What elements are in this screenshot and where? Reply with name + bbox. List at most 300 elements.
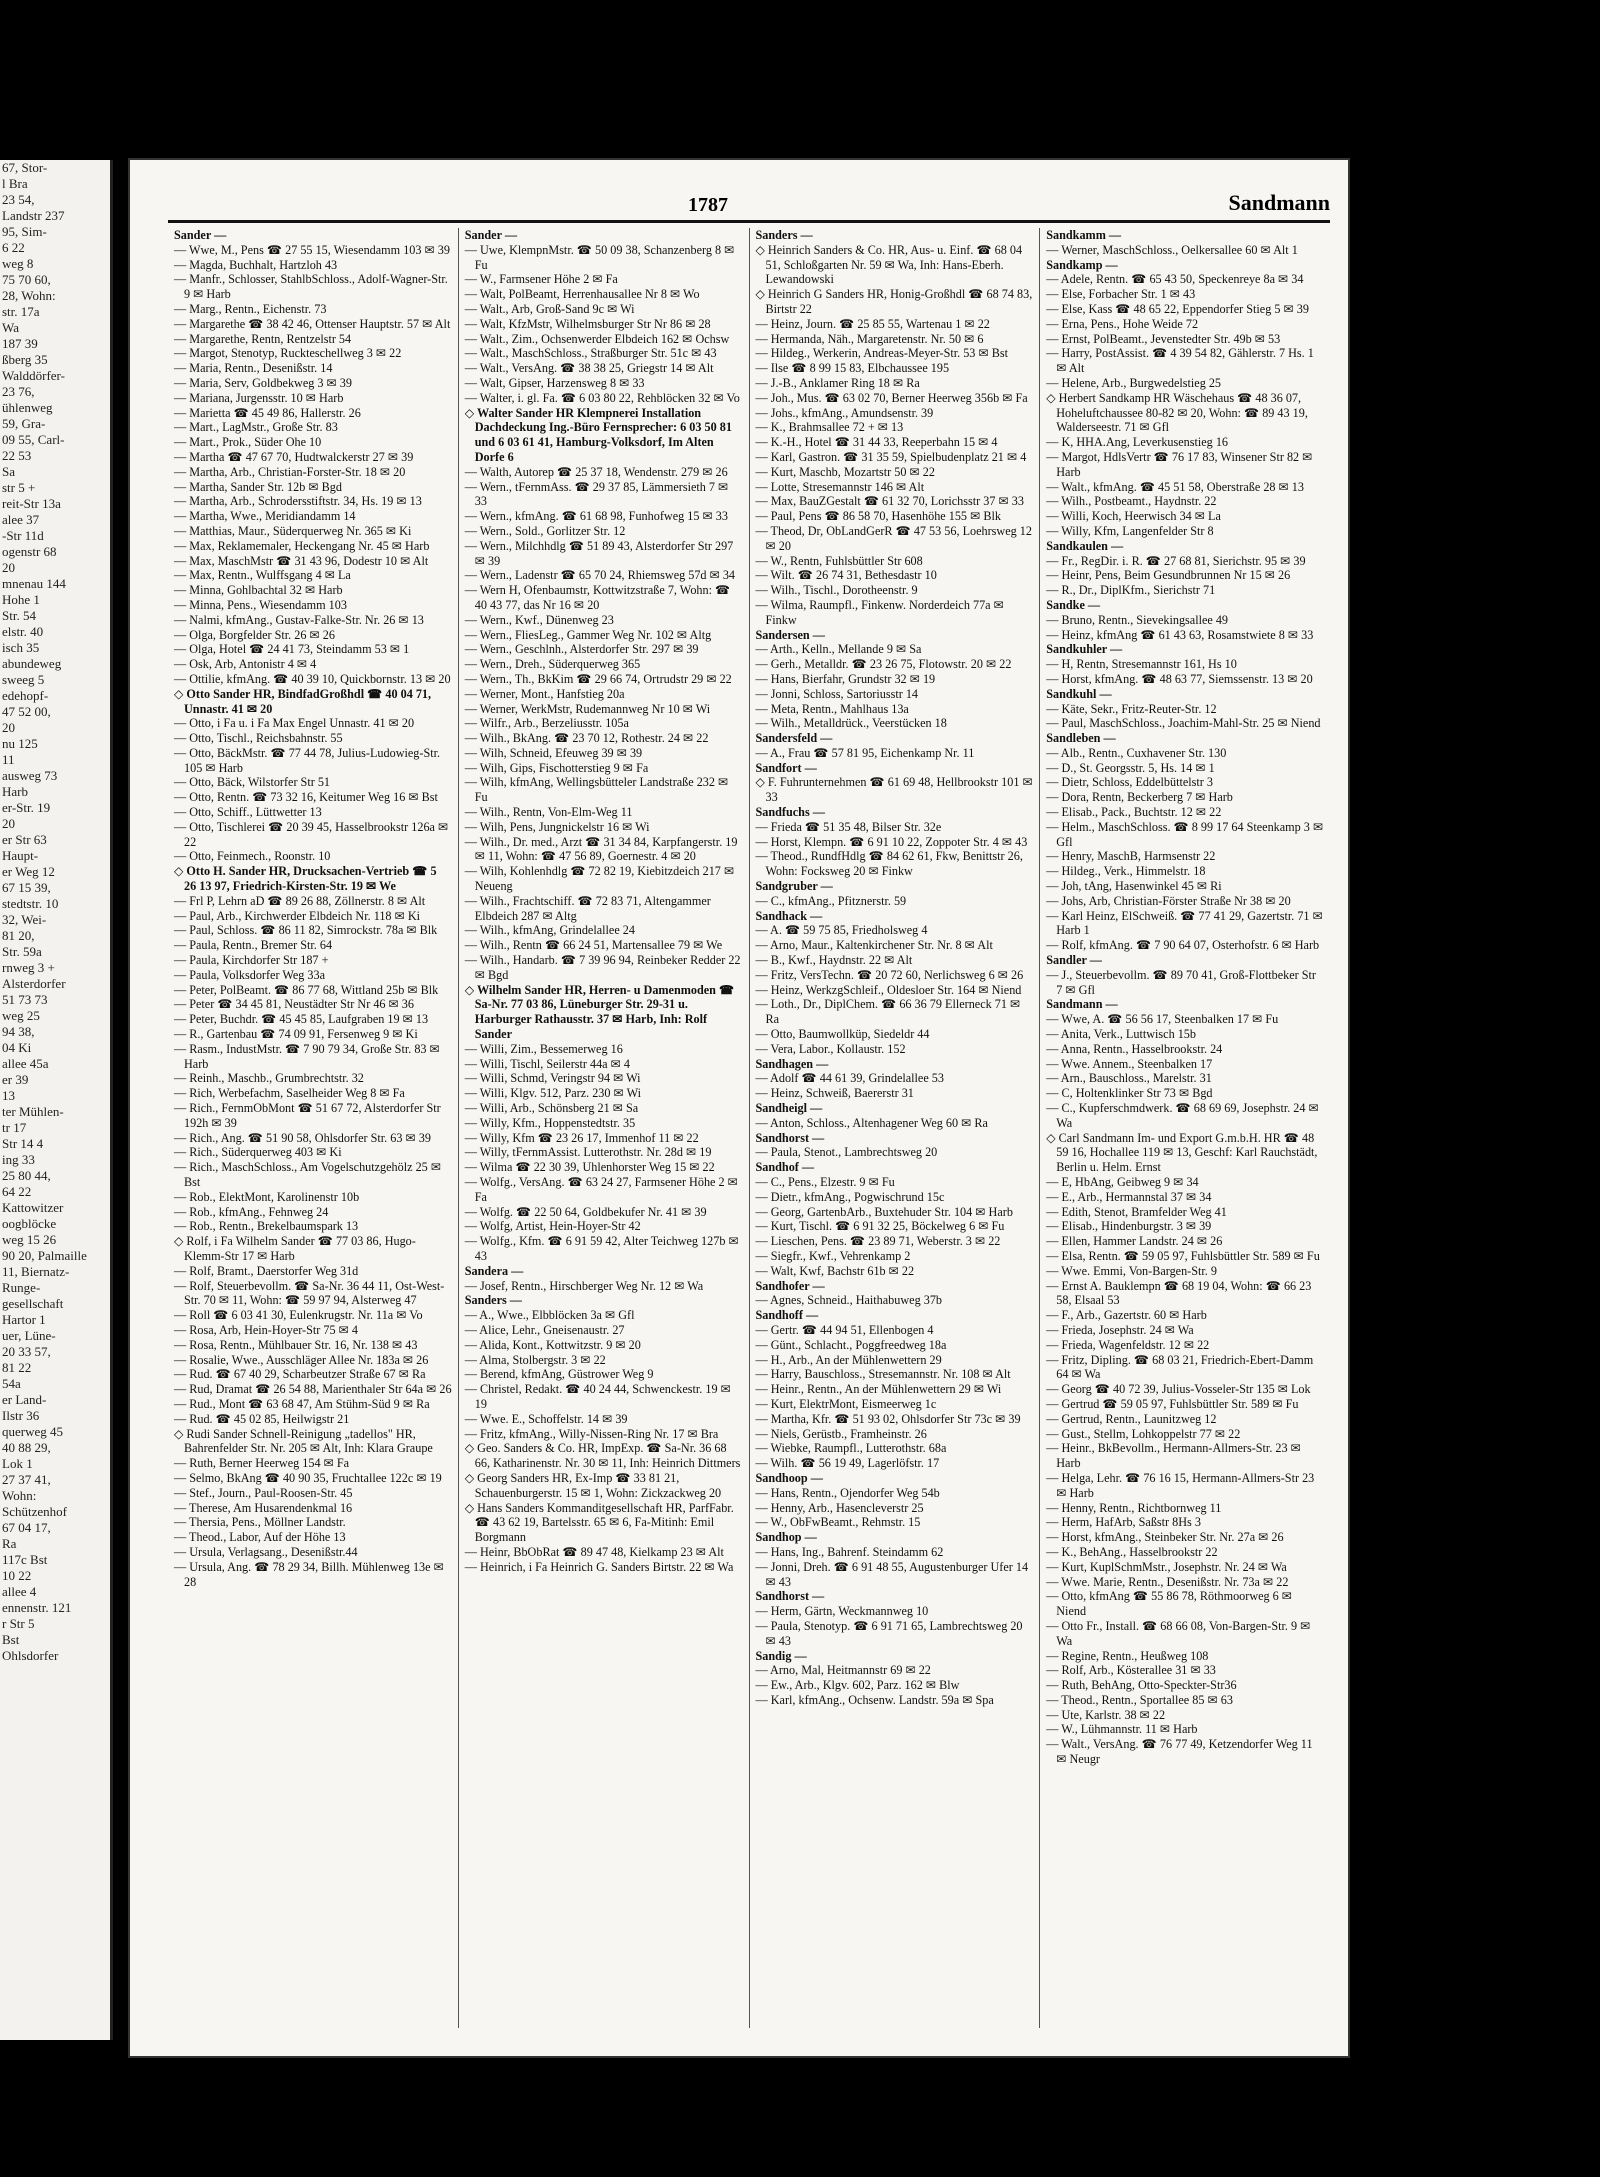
- directory-entry: — Heinr, Pens, Beim Gesundbrunnen Nr 15 ✉ 26: [1046, 568, 1291, 583]
- directory-entry: — Margot, HdlsVertr ☎ 76 17 83, Winsener Str 82 ✉ Harb: [1046, 449, 1313, 479]
- directory-entry: — Johs., kfmAng., Amundsenstr. 39: [755, 405, 934, 420]
- previous-page-fragment: ogenstr 68: [2, 544, 57, 559]
- previous-page-edge: [0, 160, 113, 2040]
- directory-entry: — Wiebke, Raumpfl., Lutterothstr. 68a: [755, 1441, 947, 1456]
- directory-entry: — Wilma ☎ 22 30 39, Uhlenhorster Weg 15 ✉ 22: [464, 1160, 715, 1175]
- directory-entry: — Christel, Redakt. ☎ 40 24 44, Schwenckestr. 19 ✉ 19: [464, 1382, 731, 1411]
- directory-entry: — Rud. ☎ 45 02 85, Heilwigstr 21: [174, 1411, 350, 1426]
- directory-entry: — Rob., Rentn., Brekelbaumspark 13: [174, 1219, 359, 1234]
- directory-entry: — Paul, Pens ☎ 86 58 70, Hasenhöhe 155 ✉ Blk: [755, 509, 1001, 524]
- directory-entry: — Rich, Werbefachm, Saselheider Weg 8 ✉ Fa: [174, 1086, 405, 1101]
- previous-page-fragment: stedtstr. 10: [2, 896, 59, 911]
- directory-entry: — R., Dr., DiplKfm., Sierichstr 71: [1046, 583, 1216, 598]
- directory-entry: — C., Kupferschmdwerk. ☎ 68 69 69, Josephstr. 24 ✉ Wa: [1046, 1101, 1319, 1130]
- directory-entry: — Anton, Schloss., Altenhagener Weg 60 ✉ Ra: [755, 1115, 988, 1130]
- directory-page: [128, 158, 1350, 2058]
- directory-entry: — Margot, Stenotyp, Ruckteschellweg 3 ✉ 22: [174, 346, 402, 361]
- previous-page-fragment: edehopf-: [2, 688, 49, 703]
- directory-entry: — Herm, Gärtn, Weckmannweg 10: [755, 1604, 929, 1619]
- directory-entry: — Helm., MaschSchloss. ☎ 8 99 17 64 Steenkamp 3 ✉ Gfl: [1046, 819, 1324, 849]
- directory-entry: — Lotte, Stresemannstr 146 ✉ Alt: [755, 479, 925, 494]
- directory-entry: — Regine, Rentn., Heußweg 108: [1046, 1648, 1209, 1663]
- directory-entry: — Arno, Maur., Kaltenkirchener Str. Nr. 8 ✉ Alt: [755, 938, 993, 953]
- previous-page-fragment: er-Str. 19: [2, 800, 51, 815]
- directory-entry: — Siegfr., Kwf., Vehrenkamp 2: [755, 1248, 911, 1263]
- directory-entry: — Heinz, WerkzgSchleif., Oldesloer Str. 164 ✉ Niend: [755, 982, 1022, 997]
- directory-entry: — Rich., FernmObMont ☎ 51 67 72, Alsterdorfer Str 192h ✉ 39: [174, 1101, 441, 1130]
- previous-page-fragment: -Str 11d: [2, 528, 44, 543]
- directory-entry: — Elisab., Hindenburgstr. 3 ✉ 39: [1046, 1219, 1212, 1234]
- previous-page-fragment: 40 88 29,: [2, 1440, 51, 1455]
- surname-heading: Sandhorst —: [755, 1130, 825, 1145]
- directory-entry: — Ute, Karlstr. 38 ✉ 22: [1046, 1707, 1166, 1722]
- previous-page-fragment: 81 20,: [2, 928, 35, 943]
- previous-page-fragment: 28, Wohn:: [2, 288, 56, 303]
- directory-entry: — Lieschen, Pens. ☎ 23 89 71, Weberstr. 3 ✉ 22: [755, 1234, 1001, 1249]
- directory-entry: — Wwe, M., Pens ☎ 27 55 15, Wiesendamm 103 ✉ 39: [174, 242, 450, 257]
- surname-heading: Sandleben —: [1046, 731, 1116, 746]
- previous-page-fragment: reit-Str 13a: [2, 496, 61, 511]
- directory-entry: — E, HbAng, Geibweg 9 ✉ 34: [1046, 1175, 1199, 1189]
- previous-page-fragment: Ra: [2, 1536, 17, 1551]
- directory-entry: ◇ Georg Sanders HR, Ex-Imp ☎ 33 81 21, Schauenburgerstr. 15 ✉ 1, Wohn: Zickzackweg 20: [464, 1470, 722, 1500]
- directory-entry: — Walt., VersAng. ☎ 38 38 25, Griegstr 14 ✉ Alt: [464, 361, 714, 376]
- directory-entry: — Wilh. ☎ 56 19 49, Lagerlöfstr. 17: [755, 1456, 940, 1471]
- directory-entry: ◇ Hans Sanders Kommanditgesellschaft HR, ParfFabr. ☎ 43 62 19, Bartelsstr. 65 ✉ 6, Fa-Mitinh: Emil Borgmann: [464, 1500, 734, 1545]
- directory-entry: — Willi, Klgv. 512, Parz. 230 ✉ Wi: [464, 1086, 641, 1101]
- directory-entry: — Anita, Verk., Luttwisch 15b: [1046, 1027, 1196, 1042]
- surname-heading: Sandkuhler —: [1046, 642, 1123, 657]
- directory-entry: — Kurt, Maschb, Mozartstr 50 ✉ 22: [755, 464, 935, 479]
- surname-heading: Sandig —: [755, 1648, 807, 1663]
- previous-page-fragment: er 39: [2, 1072, 29, 1087]
- directory-entry: — Ottilie, kfmAng. ☎ 40 39 10, Quickbornstr. 13 ✉ 20: [174, 671, 451, 686]
- surname-heading: Sandkamp —: [1046, 257, 1118, 272]
- directory-entry: — Hans, Rentn., Ojendorfer Weg 54b: [755, 1485, 940, 1500]
- surname-heading: Sandhofer —: [755, 1278, 825, 1293]
- previous-page-fragment: 75 70 60,: [2, 272, 51, 287]
- previous-page-fragment: 23 54,: [2, 192, 35, 207]
- directory-entry: — Rich., Ang. ☎ 51 90 58, Ohlsdorfer Str. 63 ✉ 39: [174, 1130, 431, 1145]
- previous-page-fragment: Str. 59a: [2, 944, 42, 959]
- directory-entry: — Willy, Kfm, Langenfelder Str 8: [1046, 523, 1214, 538]
- previous-page-fragment: ter Mühlen-: [2, 1104, 64, 1119]
- previous-page-fragment: 47 52 00,: [2, 704, 51, 719]
- previous-page-fragment: ing 33: [2, 1152, 35, 1167]
- directory-entry: — Wilh, Schneid, Efeuweg 39 ✉ 39: [464, 745, 643, 760]
- directory-entry: — Rich., Süderquerweg 403 ✉ Ki: [174, 1145, 342, 1160]
- previous-page-fragment: str 5 +: [2, 480, 36, 495]
- previous-page-fragment: Harb: [2, 784, 28, 799]
- directory-entry: — Martha, Arb., Schrodersstiftstr. 34, Hs. 19 ✉ 13: [174, 494, 422, 509]
- directory-entry: — Rosa, Arb, Hein-Hoyer-Str 75 ✉ 4: [174, 1322, 358, 1337]
- previous-page-fragment: weg 25: [2, 1008, 40, 1023]
- directory-entry: — Otto, Baumwollküp, Siedeldr 44: [755, 1027, 930, 1042]
- directory-entry: — Werner, MaschSchloss., Oelkersallee 60 ✉ Alt 1: [1046, 242, 1298, 257]
- directory-entry: — Joh, tAng, Hasenwinkel 45 ✉ Ri: [1046, 879, 1222, 894]
- directory-entry: — Loth., Dr., DiplChem. ☎ 66 36 79 Ellerneck 71 ✉ Ra: [755, 997, 1021, 1027]
- previous-page-fragment: alee 37: [2, 512, 40, 527]
- previous-page-fragment: 20 33 57,: [2, 1344, 51, 1359]
- directory-entry: — Wilh, Gips, Fischotterstieg 9 ✉ Fa: [464, 760, 649, 775]
- directory-entry: — Wern H, Ofenbaumstr, Kottwitzstraße 7, Wohn: ☎ 40 43 77, das Nr 16 ✉ 20: [464, 583, 731, 612]
- directory-entry: — Wolfg., Kfm. ☎ 6 91 59 42, Alter Teichweg 127b ✉ 43: [464, 1234, 739, 1263]
- directory-entry: — Wern., tFernmAss. ☎ 29 37 85, Lämmersieth 7 ✉ 33: [464, 479, 729, 509]
- entry-columns: [168, 228, 1330, 2028]
- directory-entry: — Martha, Arb., Christian-Forster-Str. 18 ✉ 20: [174, 464, 406, 479]
- directory-entry: — Fr., RegDir. i. R. ☎ 27 68 81, Sierichstr. 95 ✉ 39: [1046, 553, 1306, 568]
- directory-entry: — Willi, Tischl, Seilerstr 44a ✉ 4: [464, 1056, 630, 1071]
- directory-entry: — Willy, tFernmAssist. Lutterothstr. Nr. 28d ✉ 19: [464, 1145, 712, 1160]
- directory-entry: — Dora, Rentn, Beckerberg 7 ✉ Harb: [1046, 790, 1233, 805]
- surname-heading: Sandkuhl —: [1046, 686, 1112, 701]
- surname-heading: Sandersfeld —: [755, 731, 833, 746]
- previous-page-fragment: Lok 1: [2, 1456, 33, 1471]
- previous-page-fragment: er Land-: [2, 1392, 47, 1407]
- directory-entry: — Karl, Gastron. ☎ 31 35 59, Spielbudenplatz 21 ✉ 4: [755, 449, 1027, 464]
- previous-page-fragment: Landstr 237: [2, 208, 65, 223]
- directory-entry: — Arn., Bauschloss., Marelstr. 31: [1046, 1071, 1212, 1086]
- directory-entry: — Otto, Tischl., Reichsbahnstr. 55: [174, 731, 343, 746]
- directory-entry: — Peter, PolBeamt. ☎ 86 77 68, Wittland 25b ✉ Blk: [174, 982, 439, 997]
- directory-entry: — C., Pens., Elzestr. 9 ✉ Fu: [755, 1175, 895, 1189]
- directory-entry: — Paula, Stenotyp. ☎ 6 91 71 65, Lambrechtsweg 20 ✉ 43: [755, 1618, 1023, 1648]
- directory-entry: — Wwe. Emmi, Von-Bargen-Str. 9: [1046, 1263, 1217, 1278]
- directory-entry: — Martha ☎ 47 67 70, Hudtwalckerstr 27 ✉ 39: [174, 449, 414, 464]
- directory-entry: — Olga, Hotel ☎ 24 41 73, Steindamm 53 ✉ 1: [174, 642, 410, 657]
- surname-heading: Sandgruber —: [755, 879, 833, 894]
- directory-entry: — R., Gartenbau ☎ 74 09 91, Fersenweg 9 ✉ Ki: [174, 1027, 418, 1042]
- previous-page-fragment: Hohe 1: [2, 592, 40, 607]
- directory-entry: — J., Steuerbevollm. ☎ 89 70 41, Groß-Flottbeker Str 7 ✉ Gfl: [1046, 967, 1316, 997]
- directory-entry: — Max, BauZGestalt ☎ 61 32 70, Lorichsstr 37 ✉ 33: [755, 494, 1024, 509]
- surname-heading: Sander —: [464, 228, 518, 242]
- directory-entry: — Wwe, A. ☎ 56 56 17, Steenbalken 17 ✉ Fu: [1046, 1012, 1279, 1027]
- directory-entry: — Wilh., Handarb. ☎ 7 39 96 94, Reinbeker Redder 22 ✉ Bgd: [464, 953, 741, 982]
- directory-entry: — Hans, Ing., Bahrenf. Steindamm 62: [755, 1544, 944, 1559]
- directory-entry: — Peter ☎ 34 45 81, Neustädter Str Nr 46 ✉ 36: [174, 997, 414, 1012]
- directory-entry: — H, Rentn, Stresemannstr 161, Hs 10: [1046, 657, 1237, 672]
- previous-page-fragment: Walddörfer-: [2, 368, 65, 383]
- directory-entry: — Marg., Rentn., Eichenstr. 73: [174, 301, 327, 316]
- directory-entry: — Wilt. ☎ 26 74 31, Bethesdastr 10: [755, 568, 937, 583]
- surname-heading: Sanders —: [464, 1293, 522, 1308]
- directory-entry: — Matthias, Maur., Süderquerweg Nr. 365 ✉ Ki: [174, 523, 412, 538]
- directory-entry: — B., Kwf., Haydnstr. 22 ✉ Alt: [755, 953, 913, 968]
- directory-entry: — Otto, Feinmech., Roonstr. 10: [174, 849, 331, 864]
- previous-page-fragment: str. 17a: [2, 304, 40, 319]
- directory-entry: — K, HHA.Ang, Leverkusenstieg 16: [1046, 435, 1229, 450]
- previous-page-fragment: Alsterdorfer: [2, 976, 66, 991]
- directory-entry: — Alma, Stolbergstr. 3 ✉ 22: [464, 1352, 606, 1367]
- directory-entry: ◇ Wilhelm Sander HR, Herren- u Damenmoden ☎ Sa-Nr. 77 03 86, Lüneburger Str. 29-31 u. Harburger Rathausstr. 37 ✉ Harb, Inh: Rolf Sander: [464, 982, 735, 1042]
- previous-page-fragment: 94 38,: [2, 1024, 35, 1039]
- directory-entry: — Wilh, kfmAng, Wellingsbütteler Landstraße 232 ✉ Fu: [464, 775, 729, 805]
- directory-entry: — Horst, Klempn. ☎ 6 91 10 22, Zoppoter Str. 4 ✉ 43: [755, 834, 1028, 849]
- directory-entry: — Herm, HafArb, Saßstr 8Hs 3: [1046, 1515, 1201, 1530]
- directory-entry: — Walt, KfzMstr, Wilhelmsburger Str Nr 86 ✉ 28: [464, 316, 711, 331]
- previous-page-fragment: weg 8: [2, 256, 34, 271]
- directory-entry: — Roll ☎ 6 03 41 30, Eulenkrugstr. Nr. 11a ✉ Vo: [174, 1308, 423, 1323]
- previous-page-fragment: 59, Gra-: [2, 416, 46, 431]
- previous-page-fragment: elstr. 40: [2, 624, 44, 639]
- directory-entry: — Paul, Arb., Kirchwerder Elbdeich Nr. 118 ✉ Ki: [174, 908, 421, 923]
- previous-page-fragment: Sa: [2, 464, 15, 479]
- directory-entry: — Margarethe, Rentn, Rentzelstr 54: [174, 331, 352, 346]
- previous-page-fragment: Ilstr 36: [2, 1408, 40, 1423]
- surname-heading: Sandhagen —: [755, 1056, 829, 1071]
- previous-page-fragment: 95, Sim-: [2, 224, 47, 239]
- previous-page-fragment: 11, Biernatz-: [2, 1264, 70, 1279]
- previous-page-fragment: querweg 45: [2, 1424, 64, 1439]
- previous-page-fragment: 20: [2, 560, 15, 575]
- directory-entry: — Mart., LagMstr., Große Str. 83: [174, 420, 338, 435]
- previous-page-fragment: Kattowitzer: [2, 1200, 64, 1215]
- directory-entry: ◇ Herbert Sandkamp HR Wäschehaus ☎ 48 36 07, Hoheluftchaussee 80-82 ✉ 20, Wohn: ☎ 89 43 19, Walderseestr. 71 ✉ Gfl: [1046, 390, 1308, 435]
- directory-entry: — Niels, Gerüstb., Framheinstr. 26: [755, 1426, 927, 1441]
- directory-entry: — Ew., Arb., Klgv. 602, Parz. 162 ✉ Blw: [755, 1678, 960, 1693]
- directory-entry: — C, Holtenklinker Str 73 ✉ Bgd: [1046, 1086, 1213, 1101]
- directory-entry: ◇ Heinrich Sanders & Co. HR, Aus- u. Einf. ☎ 68 04 51, Schloßgarten Nr. 59 ✉ Wa, Inh: Hans-Eberh. Lewandowski: [755, 242, 1023, 287]
- directory-entry: — Wilh., kfmAng, Grindelallee 24: [464, 923, 635, 938]
- directory-entry: — Walt, Kwf, Bachstr 61b ✉ 22: [755, 1263, 915, 1278]
- directory-entry: — Vera, Labor., Kollaustr. 152: [755, 1041, 906, 1056]
- directory-entry: — Rolf, Bramt., Daerstorfer Weg 31d: [174, 1263, 359, 1278]
- surname-heading: Sandera —: [464, 1263, 524, 1278]
- directory-entry: — Wilh., Metalldrück., Veerstücken 18: [755, 716, 947, 731]
- directory-entry: — Hans, Bierfahr, Grundstr 32 ✉ 19: [755, 671, 936, 686]
- directory-entry: — Max, Reklamemaler, Heckengang Nr. 45 ✉ Harb: [174, 538, 430, 553]
- directory-entry: — Otto, Rentn. ☎ 73 32 16, Keitumer Weg 16 ✉ Bst: [174, 790, 438, 805]
- previous-page-fragment: r Str 5: [2, 1616, 35, 1631]
- directory-entry: — Kurt, Tischl. ☎ 6 91 32 25, Böckelweg 6 ✉ Fu: [755, 1219, 1005, 1234]
- running-head: Sandmann: [1228, 190, 1330, 215]
- directory-entry: — Jonni, Dreh. ☎ 6 91 48 55, Augustenburger Ufer 14 ✉ 43: [755, 1559, 1029, 1589]
- directory-entry: — Willy, Kfm., Hoppenstedtstr. 35: [464, 1115, 636, 1130]
- directory-entry: — Theod., Labor, Auf der Höhe 13: [174, 1530, 346, 1545]
- previous-page-fragment: tr 17: [2, 1120, 27, 1135]
- directory-entry: — Minna, Gohlbachtal 32 ✉ Harb: [174, 583, 343, 598]
- directory-entry: — Ilse ☎ 8 99 15 83, Elbchaussee 195: [755, 361, 950, 376]
- surname-heading: Sandfuchs —: [755, 805, 825, 820]
- directory-entry: — Gertrud ☎ 59 05 97, Fuhlsbüttler Str. 589 ✉ Fu: [1046, 1396, 1299, 1411]
- directory-entry: — Wern., Dreh., Süderquerweg 365: [464, 657, 641, 672]
- directory-entry: — Ruth, Berner Heerweg 154 ✉ Fa: [174, 1456, 350, 1471]
- directory-entry: — Gust., Stellm, Lohkoppelstr 77 ✉ 22: [1046, 1426, 1241, 1441]
- directory-entry: — Martha, Sander Str. 12b ✉ Bgd: [174, 479, 342, 494]
- directory-entry: — Otto, kfmAng ☎ 55 86 78, Röthmoorweg 6 ✉ Niend: [1046, 1589, 1293, 1619]
- directory-entry: — Max, Rentn., Wulffsgang 4 ✉ La: [174, 568, 351, 583]
- previous-page-fragment: 23 76,: [2, 384, 35, 399]
- directory-entry: — Heinr., Rentn., An der Mühlenwettern 29 ✉ Wi: [755, 1382, 1002, 1397]
- directory-entry: — Willi, Koch, Heerwisch 34 ✉ La: [1046, 509, 1221, 524]
- directory-entry: ◇ Heinrich G Sanders HR, Honig-Großhdl ☎ 68 74 83, Birtstr 22: [755, 287, 1033, 316]
- previous-page-fragment: ennenstr. 121: [2, 1600, 72, 1615]
- directory-entry: — Dietr., kfmAng., Pogwischrund 15c: [755, 1189, 945, 1204]
- directory-entry: — Fritz, VersTechn. ☎ 20 72 60, Nerlichsweg 6 ✉ 26: [755, 967, 1024, 982]
- previous-page-fragment: ühlenweg: [2, 400, 53, 415]
- directory-entry: — Heinr, BbObRat ☎ 89 47 48, Kielkamp 23 ✉ Alt: [464, 1544, 724, 1559]
- directory-entry: — Mariana, Jurgensstr. 10 ✉ Harb: [174, 390, 344, 405]
- surname-heading: Sanders —: [755, 228, 813, 242]
- directory-entry: — Alice, Lehr., Gneisenaustr. 27: [464, 1322, 625, 1337]
- directory-entry: — A. ☎ 59 75 85, Friedholsweg 4: [755, 923, 928, 938]
- directory-entry: — Uwe, KlempnMstr. ☎ 50 09 38, Schanzenberg 8 ✉ Fu: [464, 242, 735, 272]
- surname-heading: Sandkamm —: [1046, 228, 1122, 242]
- previous-page-fragment: 25 80 44,: [2, 1168, 51, 1183]
- directory-entry: — W., Lühmannstr. 11 ✉ Harb: [1046, 1722, 1198, 1737]
- directory-entry: — Wwe. Marie, Rentn., Desenißstr. Nr. 73a ✉ 22: [1046, 1574, 1289, 1589]
- previous-page-fragment: Str 14 4: [2, 1136, 44, 1151]
- directory-entry: ◇ Otto H. Sander HR, Drucksachen-Vertrieb ☎ 5 26 13 97, Friedrich-Kirsten-Str. 19 ✉ We: [174, 864, 437, 894]
- directory-entry: — Magda, Buchhalt, Hartzloh 43: [174, 257, 338, 272]
- directory-entry: — Adolf ☎ 44 61 39, Grindelallee 53: [755, 1071, 944, 1086]
- directory-entry: — Rosa, Rentn., Mühlbauer Str. 16, Nr. 138 ✉ 43: [174, 1337, 418, 1352]
- directory-entry: — Kurt, ElektrMont, Eismeerweg 1c: [755, 1396, 937, 1411]
- directory-entry: — K., BehAng., Hasselbrookstr 22: [1046, 1544, 1218, 1559]
- directory-entry: — Otto, i Fa u. i Fa Max Engel Unnastr. 41 ✉ 20: [174, 716, 415, 731]
- previous-page-fragment: l Bra: [2, 176, 28, 191]
- directory-entry: — Berend, kfmAng, Güstrower Weg 9: [464, 1367, 654, 1382]
- directory-entry: — Gerh., Metalldr. ☎ 23 26 75, Flotowstr. 20 ✉ 22: [755, 657, 1012, 672]
- directory-entry: — Theod, Dr, ObLandGerR ☎ 47 53 56, Loehrsweg 12 ✉ 20: [755, 523, 1032, 553]
- previous-page-fragment: nu 125: [2, 736, 38, 751]
- directory-entry: ◇ Walter Sander HR Klempnerei Installation Dachdeckung Ing.-Büro Fernsprecher: 6 03 50 81 und 6 03 61 41, Hamburg-Volksdorf, Im Alten Dorfe 6: [464, 405, 732, 464]
- directory-entry: ◇ Carl Sandmann Im- und Export G.m.b.H. HR ☎ 48 59 16, Hochallee 119 ✉ 13, Geschf: Karl Rauchstädt, Berlin u. Helm. Ernst: [1046, 1130, 1318, 1175]
- directory-entry: — Otto, Schiff., Lüttwetter 13: [174, 805, 322, 820]
- directory-entry: — Otto, Bäck, Wilstorfer Str 51: [174, 775, 331, 790]
- previous-page-fragment: 90 20, Palmaille: [2, 1248, 87, 1263]
- column-2: [458, 228, 749, 2028]
- directory-entry: — W., Rentn, Fuhlsbüttler Str 608: [755, 553, 923, 568]
- directory-entry: — W., ObFwBeamt., Rehmstr. 15: [755, 1515, 921, 1530]
- directory-entry: — Stef., Journ., Paul-Roosen-Str. 45: [174, 1485, 353, 1500]
- directory-entry: — Paula, Stenot., Lambrechtsweg 20: [755, 1145, 938, 1160]
- directory-entry: — Frieda, Josephstr. 24 ✉ Wa: [1046, 1322, 1194, 1337]
- directory-entry: — Nalmi, kfmAng., Gustav-Falke-Str. Nr. 26 ✉ 13: [174, 612, 424, 627]
- directory-entry: — Wolfg. ☎ 22 50 64, Goldbekufer Nr. 41 ✉ 39: [464, 1204, 707, 1219]
- directory-entry: — Rud, Dramat ☎ 26 54 88, Marienthaler Str 64a ✉ 26: [174, 1382, 452, 1397]
- directory-entry: — Wilma, Raumpfl., Finkenw. Norderdeich 77a ✉ Finkw: [755, 597, 1004, 627]
- directory-entry: — Werner, WerkMstr, Rudemannweg Nr 10 ✉ Wi: [464, 701, 711, 716]
- directory-entry: — Edith, Stenot, Bramfelder Weg 41: [1046, 1204, 1227, 1219]
- surname-heading: Sandhorst —: [755, 1589, 825, 1604]
- directory-entry: — Gertrud, Rentn., Launitzweg 12: [1046, 1411, 1217, 1426]
- directory-entry: — Maria, Rentn., Desenißstr. 14: [174, 361, 333, 376]
- directory-entry: — Else, Kass ☎ 48 65 22, Eppendorfer Stieg 5 ✉ 39: [1046, 301, 1309, 316]
- previous-page-fragment: Bst: [2, 1632, 20, 1647]
- directory-entry: — Ellen, Hammer Landstr. 24 ✉ 26: [1046, 1234, 1223, 1249]
- directory-entry: — Wwe. Annem., Steenbalken 17: [1046, 1056, 1213, 1071]
- directory-entry: — Walt., Arb, Groß-Sand 9c ✉ Wi: [464, 301, 635, 316]
- directory-entry: ◇ Otto Sander HR, BindfadGroßhdl ☎ 40 04 71, Unnastr. 41 ✉ 20: [174, 686, 432, 716]
- surname-heading: Sandhoff —: [755, 1308, 819, 1323]
- previous-page-fragment: Wohn:: [2, 1488, 37, 1503]
- previous-page-fragment: Runge-: [2, 1280, 41, 1295]
- previous-page-fragment: 13: [2, 1088, 15, 1103]
- directory-entry: — Otto, BäckMstr. ☎ 77 44 78, Julius-Ludowieg-Str. 105 ✉ Harb: [174, 745, 441, 775]
- previous-page-fragment: Schützenhof: [2, 1504, 67, 1519]
- directory-entry: — Bruno, Rentn., Sievekingsallee 49: [1046, 612, 1229, 627]
- previous-page-fragment: 187 39: [2, 336, 38, 351]
- directory-entry: — K., Brahmsallee 72 + ✉ 13: [755, 420, 904, 435]
- surname-heading: Sandler —: [1046, 953, 1102, 968]
- directory-entry: — Wilh., Frachtschiff. ☎ 72 83 71, Altengammer Elbdeich 287 ✉ Altg: [464, 893, 711, 923]
- directory-entry: — Helga, Lehr. ☎ 76 16 15, Hermann-Allmers-Str 23 ✉ Harb: [1046, 1470, 1315, 1500]
- directory-entry: — Johs, Arb, Christian-Förster Straße Nr 38 ✉ 20: [1046, 893, 1291, 908]
- previous-page-fragment: abundeweg: [2, 656, 62, 671]
- directory-entry: — Heinrich, i Fa Heinrich G. Sanders Birtstr. 22 ✉ Wa: [464, 1559, 734, 1574]
- previous-page-fragment: 32, Wei-: [2, 912, 47, 927]
- directory-entry: — D., St. Georgsstr. 5, Hs. 14 ✉ 1: [1046, 760, 1215, 775]
- directory-entry: — Paul, MaschSchloss., Joachim-Mahl-Str. 25 ✉ Niend: [1046, 716, 1321, 731]
- previous-page-fragment: 67 04 17,: [2, 1520, 51, 1535]
- directory-entry: — Arth., Kelln., Mellande 9 ✉ Sa: [755, 642, 922, 657]
- directory-entry: — Heinz, kfmAng ☎ 61 43 63, Rosamstwiete 8 ✉ 33: [1046, 627, 1314, 642]
- directory-entry: — Erna, Pens., Hohe Weide 72: [1046, 316, 1199, 331]
- directory-entry: — Selmo, BkAng ☎ 40 90 35, Fruchtallee 122c ✉ 19: [174, 1470, 442, 1485]
- directory-entry: ◇ Geo. Sanders & Co. HR, ImpExp. ☎ Sa-Nr. 36 68 66, Katharinenstr. Nr. 30 ✉ 11, Inh: Heinrich Dittmers: [464, 1441, 741, 1471]
- directory-entry: — Paul, Schloss. ☎ 86 11 82, Simrockstr. 78a ✉ Blk: [174, 923, 438, 938]
- directory-entry: — A., Frau ☎ 57 81 95, Eichenkamp Nr. 11: [755, 745, 975, 760]
- directory-entry: — Joh., Mus. ☎ 63 02 70, Berner Heerweg 356b ✉ Fa: [755, 390, 1028, 405]
- directory-entry: — Maria, Serv, Goldbekweg 3 ✉ 39: [174, 375, 352, 390]
- directory-entry: — Olga, Borgfelder Str. 26 ✉ 26: [174, 627, 335, 642]
- surname-heading: Sandke —: [1046, 597, 1101, 612]
- directory-entry: — Rob., ElektMont, Karolinenstr 10b: [174, 1189, 360, 1204]
- column-1: [168, 228, 458, 2028]
- directory-entry: — Theod., RundfHdlg ☎ 84 62 61, Fkw, Benittstr 26, Wohn: Focksweg 20 ✉ Finkw: [755, 849, 1023, 879]
- directory-entry: — Harry, Bauschloss., Stresemannstr. Nr. 108 ✉ Alt: [755, 1367, 1011, 1382]
- directory-entry: — Wilfr., Arb., Berzeliusstr. 105a: [464, 716, 629, 731]
- directory-entry: — Rasm., IndustMstr. ☎ 7 90 79 34, Große Str. 83 ✉ Harb: [174, 1041, 440, 1071]
- directory-entry: — Wern., Kwf., Dünenweg 23: [464, 612, 614, 627]
- directory-entry: — Willi, Arb., Schönsberg 21 ✉ Sa: [464, 1101, 639, 1116]
- directory-entry: — Wern., FliesLeg., Gammer Weg Nr. 102 ✉ Altg: [464, 627, 712, 642]
- directory-entry: — Willi, Zim., Bessemerweg 16: [464, 1041, 623, 1056]
- directory-entry: — Wern., Sold., Gorlitzer Str. 12: [464, 523, 626, 538]
- directory-entry: — Wilh., BkAng. ☎ 23 70 12, Rothestr. 24 ✉ 22: [464, 731, 709, 746]
- directory-entry: — Hermanda, Näh., Margaretenstr. Nr. 50 ✉ 6: [755, 331, 984, 346]
- previous-page-fragment: 64 22: [2, 1184, 32, 1199]
- directory-entry: — Minna, Pens., Wiesendamm 103: [174, 597, 347, 612]
- directory-entry: — Werner, Mont., Hanfstieg 20a: [464, 686, 625, 701]
- previous-page-fragment: Hartor 1: [2, 1312, 46, 1327]
- directory-entry: — Wilh., Rentn, Von-Elm-Weg 11: [464, 805, 633, 820]
- directory-entry: — Wolfg., VersAng. ☎ 63 24 27, Farmsener Höhe 2 ✉ Fa: [464, 1175, 738, 1204]
- surname-heading: Sandkaulen —: [1046, 538, 1124, 553]
- directory-entry: — Marietta ☎ 45 49 86, Hallerstr. 26: [174, 405, 361, 420]
- directory-entry: — Karl Heinz, ElSchweiß. ☎ 77 41 29, Gazertstr. 71 ✉ Harb 1: [1046, 908, 1323, 938]
- directory-entry: — Anna, Rentn., Hasselbrookstr. 24: [1046, 1041, 1223, 1056]
- column-4: [1039, 228, 1330, 2028]
- directory-entry: — Henny, Arb., Hasencleverstr 25: [755, 1500, 924, 1515]
- directory-entry: — Mart., Prok., Süder Ohe 10: [174, 435, 322, 450]
- directory-entry: — Käte, Sekr., Fritz-Reuter-Str. 12: [1046, 701, 1217, 716]
- previous-page-fragment: 20: [2, 816, 15, 831]
- directory-entry: — W., Farmsener Höhe 2 ✉ Fa: [464, 272, 618, 287]
- directory-entry: — Ursula, Ang. ☎ 78 29 34, Billh. Mühlenweg 13e ✉ 28: [174, 1559, 444, 1589]
- directory-entry: — Peter, Buchdr. ☎ 45 45 85, Laufgraben 19 ✉ 13: [174, 1012, 429, 1027]
- surname-heading: Sandhof —: [755, 1160, 815, 1175]
- directory-entry: — Adele, Rentn. ☎ 65 43 50, Speckenreye 8a ✉ 34: [1046, 272, 1304, 287]
- directory-entry: — Alb., Rentn., Cuxhavener Str. 130: [1046, 745, 1227, 760]
- directory-entry: — Frieda, Wagenfeldstr. 12 ✉ 22: [1046, 1337, 1210, 1352]
- directory-entry: — K.-H., Hotel ☎ 31 44 33, Reeperbahn 15 ✉ 4: [755, 435, 998, 450]
- previous-page-fragment: 22 53: [2, 448, 32, 463]
- directory-entry: — Karl, kfmAng., Ochsenw. Landstr. 59a ✉ Spa: [755, 1692, 994, 1707]
- directory-entry: — Walt, Gipser, Harzensweg 8 ✉ 33: [464, 375, 645, 390]
